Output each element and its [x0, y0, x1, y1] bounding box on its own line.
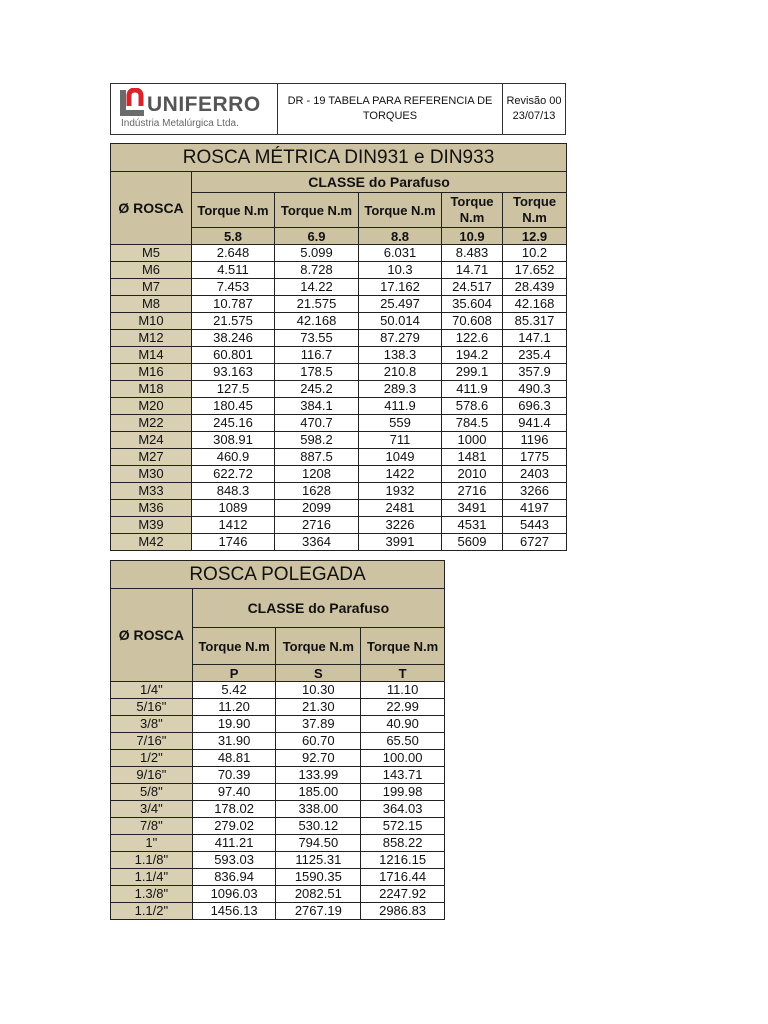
- torque-value-cell: 1456.13: [192, 903, 276, 920]
- torque-value-cell: 2481: [359, 500, 442, 517]
- metric-class-value: 8.8: [359, 228, 442, 245]
- torque-value-cell: 5.42: [192, 682, 276, 699]
- torque-value-cell: 784.5: [442, 415, 503, 432]
- torque-value-cell: 116.7: [275, 347, 359, 364]
- torque-value-cell: 40.90: [361, 716, 445, 733]
- torque-value-cell: 490.3: [503, 381, 567, 398]
- thread-size-cell: 3/4": [111, 801, 193, 818]
- torque-value-cell: 6.031: [359, 245, 442, 262]
- inch-table-body: [111, 682, 445, 920]
- torque-value-cell: 10.3: [359, 262, 442, 279]
- thread-size-cell: M6: [111, 262, 192, 279]
- torque-value-cell: 598.2: [275, 432, 359, 449]
- torque-value-cell: 941.4: [503, 415, 567, 432]
- torque-value-cell: 1196: [503, 432, 567, 449]
- thread-size-cell: M33: [111, 483, 192, 500]
- metric-rosca-header: Ø ROSCA: [111, 172, 192, 245]
- company-logo: [111, 84, 278, 134]
- inch-table-title: ROSCA POLEGADA: [111, 561, 445, 589]
- thread-size-cell: M27: [111, 449, 192, 466]
- torque-value-cell: 178.02: [192, 801, 276, 818]
- metric-class-value: 5.8: [192, 228, 275, 245]
- torque-value-cell: 60.801: [192, 347, 275, 364]
- metric-torque-label: Torque N.m: [442, 193, 503, 228]
- torque-value-cell: 5443: [503, 517, 567, 534]
- torque-value-cell: 60.70: [276, 733, 361, 750]
- thread-size-cell: M24: [111, 432, 192, 449]
- inch-class-header: CLASSE do Parafuso: [192, 589, 444, 628]
- thread-size-cell: M5: [111, 245, 192, 262]
- torque-value-cell: 2.648: [192, 245, 275, 262]
- torque-value-cell: 470.7: [275, 415, 359, 432]
- torque-value-cell: 28.439: [503, 279, 567, 296]
- torque-value-cell: 10.30: [276, 682, 361, 699]
- thread-size-cell: 3/8": [111, 716, 193, 733]
- table-row: [111, 716, 445, 733]
- table-row: [111, 432, 567, 449]
- torque-value-cell: 279.02: [192, 818, 276, 835]
- torque-value-cell: 1422: [359, 466, 442, 483]
- torque-value-cell: 711: [359, 432, 442, 449]
- torque-value-cell: 4197: [503, 500, 567, 517]
- thread-size-cell: 1/2": [111, 750, 193, 767]
- inch-rosca-header: Ø ROSCA: [111, 589, 193, 682]
- metric-torque-label: Torque N.m: [359, 193, 442, 228]
- table-row: [111, 835, 445, 852]
- thread-size-cell: M10: [111, 313, 192, 330]
- torque-value-cell: 1125.31: [276, 852, 361, 869]
- logo-name: UNIFERRO: [147, 93, 261, 116]
- torque-value-cell: 21.30: [276, 699, 361, 716]
- torque-value-cell: 85.317: [503, 313, 567, 330]
- table-row: [111, 869, 445, 886]
- torque-value-cell: 127.5: [192, 381, 275, 398]
- thread-size-cell: M8: [111, 296, 192, 313]
- torque-value-cell: 42.168: [503, 296, 567, 313]
- torque-value-cell: 1089: [192, 500, 275, 517]
- torque-value-cell: 235.4: [503, 347, 567, 364]
- thread-size-cell: M22: [111, 415, 192, 432]
- torque-value-cell: 185.00: [276, 784, 361, 801]
- metric-torque-label: Torque N.m: [503, 193, 567, 228]
- torque-value-cell: 21.575: [275, 296, 359, 313]
- torque-value-cell: 858.22: [361, 835, 445, 852]
- table-row: [111, 398, 567, 415]
- thread-size-cell: 1.1/2": [111, 903, 193, 920]
- torque-value-cell: 133.99: [276, 767, 361, 784]
- metric-class-value: 12.9: [503, 228, 567, 245]
- inch-class-value: S: [276, 665, 361, 682]
- torque-value-cell: 1216.15: [361, 852, 445, 869]
- table-row: [111, 818, 445, 835]
- torque-value-cell: 411.21: [192, 835, 276, 852]
- torque-value-cell: 1481: [442, 449, 503, 466]
- thread-size-cell: M16: [111, 364, 192, 381]
- thread-size-cell: 5/16": [111, 699, 193, 716]
- metric-table-title: ROSCA MÉTRICA DIN931 e DIN933: [111, 144, 567, 172]
- torque-value-cell: 97.40: [192, 784, 276, 801]
- torque-value-cell: 1412: [192, 517, 275, 534]
- torque-value-cell: 2716: [275, 517, 359, 534]
- revision-block: [503, 84, 565, 134]
- logo-subtitle: Indústria Metalúrgica Ltda.: [121, 118, 239, 129]
- table-row: [111, 784, 445, 801]
- torque-value-cell: 1049: [359, 449, 442, 466]
- torque-value-cell: 289.3: [359, 381, 442, 398]
- thread-size-cell: M39: [111, 517, 192, 534]
- torque-value-cell: 92.70: [276, 750, 361, 767]
- torque-value-cell: 14.71: [442, 262, 503, 279]
- document-title: DR - 19 TABELA PARA REFERENCIA DE TORQUES: [278, 84, 503, 134]
- torque-value-cell: 199.98: [361, 784, 445, 801]
- torque-value-cell: 696.3: [503, 398, 567, 415]
- thread-size-cell: 1": [111, 835, 193, 852]
- torque-value-cell: 38.246: [192, 330, 275, 347]
- torque-value-cell: 2082.51: [276, 886, 361, 903]
- torque-value-cell: 338.00: [276, 801, 361, 818]
- torque-value-cell: 70.608: [442, 313, 503, 330]
- torque-value-cell: 5.099: [275, 245, 359, 262]
- torque-value-cell: 578.6: [442, 398, 503, 415]
- torque-value-cell: 180.45: [192, 398, 275, 415]
- metric-torque-table: [110, 143, 567, 551]
- revision-date: 23/07/13: [512, 110, 556, 122]
- table-row: [111, 852, 445, 869]
- torque-value-cell: 8.728: [275, 262, 359, 279]
- torque-value-cell: 593.03: [192, 852, 276, 869]
- table-row: [111, 279, 567, 296]
- thread-size-cell: 1.1/8": [111, 852, 193, 869]
- torque-value-cell: 1000: [442, 432, 503, 449]
- torque-value-cell: 1208: [275, 466, 359, 483]
- torque-value-cell: 1775: [503, 449, 567, 466]
- torque-value-cell: 848.3: [192, 483, 275, 500]
- table-row: [111, 466, 567, 483]
- torque-value-cell: 42.168: [275, 313, 359, 330]
- torque-value-cell: 2767.19: [276, 903, 361, 920]
- torque-value-cell: 1716.44: [361, 869, 445, 886]
- table-row: [111, 296, 567, 313]
- metric-class-value: 6.9: [275, 228, 359, 245]
- thread-size-cell: 1/4": [111, 682, 193, 699]
- torque-value-cell: 100.00: [361, 750, 445, 767]
- torque-value-cell: 37.89: [276, 716, 361, 733]
- torque-value-cell: 10.787: [192, 296, 275, 313]
- torque-value-cell: 14.22: [275, 279, 359, 296]
- table-row: [111, 682, 445, 699]
- table-row: [111, 449, 567, 466]
- torque-value-cell: 35.604: [442, 296, 503, 313]
- torque-value-cell: 460.9: [192, 449, 275, 466]
- inch-class-value: T: [361, 665, 445, 682]
- torque-value-cell: 24.517: [442, 279, 503, 296]
- thread-size-cell: M18: [111, 381, 192, 398]
- thread-size-cell: 9/16": [111, 767, 193, 784]
- torque-value-cell: 122.6: [442, 330, 503, 347]
- torque-value-cell: 143.71: [361, 767, 445, 784]
- torque-value-cell: 299.1: [442, 364, 503, 381]
- torque-value-cell: 572.15: [361, 818, 445, 835]
- torque-value-cell: 411.9: [442, 381, 503, 398]
- torque-value-cell: 3364: [275, 534, 359, 551]
- document-header: [110, 83, 566, 135]
- torque-value-cell: 22.99: [361, 699, 445, 716]
- inch-class-value: P: [192, 665, 276, 682]
- table-row: [111, 699, 445, 716]
- torque-value-cell: 17.652: [503, 262, 567, 279]
- torque-value-cell: 2099: [275, 500, 359, 517]
- torque-value-cell: 31.90: [192, 733, 276, 750]
- thread-size-cell: M30: [111, 466, 192, 483]
- torque-value-cell: 2716: [442, 483, 503, 500]
- torque-value-cell: 3226: [359, 517, 442, 534]
- table-row: [111, 767, 445, 784]
- revision-label: Revisão 00: [506, 95, 562, 107]
- thread-size-cell: 7/16": [111, 733, 193, 750]
- torque-value-cell: 11.10: [361, 682, 445, 699]
- table-row: [111, 381, 567, 398]
- thread-size-cell: M36: [111, 500, 192, 517]
- torque-value-cell: 1628: [275, 483, 359, 500]
- torque-value-cell: 5609: [442, 534, 503, 551]
- thread-size-cell: 7/8": [111, 818, 193, 835]
- torque-value-cell: 794.50: [276, 835, 361, 852]
- table-row: [111, 415, 567, 432]
- inch-torque-table: [110, 560, 445, 920]
- torque-value-cell: 73.55: [275, 330, 359, 347]
- torque-value-cell: 308.91: [192, 432, 275, 449]
- torque-value-cell: 836.94: [192, 869, 276, 886]
- metric-class-value: 10.9: [442, 228, 503, 245]
- inch-torque-label: Torque N.m: [192, 628, 276, 665]
- thread-size-cell: M7: [111, 279, 192, 296]
- torque-value-cell: 87.279: [359, 330, 442, 347]
- table-row: [111, 534, 567, 551]
- table-row: [111, 330, 567, 347]
- torque-value-cell: 2986.83: [361, 903, 445, 920]
- thread-size-cell: M14: [111, 347, 192, 364]
- torque-value-cell: 7.453: [192, 279, 275, 296]
- torque-value-cell: 25.497: [359, 296, 442, 313]
- table-row: [111, 313, 567, 330]
- torque-value-cell: 210.8: [359, 364, 442, 381]
- torque-value-cell: 6727: [503, 534, 567, 551]
- torque-value-cell: 384.1: [275, 398, 359, 415]
- torque-value-cell: 3991: [359, 534, 442, 551]
- torque-value-cell: 3266: [503, 483, 567, 500]
- torque-value-cell: 147.1: [503, 330, 567, 347]
- torque-value-cell: 4.511: [192, 262, 275, 279]
- thread-size-cell: M12: [111, 330, 192, 347]
- torque-value-cell: 2010: [442, 466, 503, 483]
- torque-value-cell: 194.2: [442, 347, 503, 364]
- torque-value-cell: 10.2: [503, 245, 567, 262]
- thread-size-cell: 1.3/8": [111, 886, 193, 903]
- table-row: [111, 262, 567, 279]
- inch-torque-label: Torque N.m: [361, 628, 445, 665]
- metric-torque-label: Torque N.m: [275, 193, 359, 228]
- table-row: [111, 245, 567, 262]
- torque-value-cell: 622.72: [192, 466, 275, 483]
- torque-value-cell: 559: [359, 415, 442, 432]
- torque-value-cell: 364.03: [361, 801, 445, 818]
- table-row: [111, 903, 445, 920]
- thread-size-cell: M42: [111, 534, 192, 551]
- torque-value-cell: 245.16: [192, 415, 275, 432]
- thread-size-cell: 5/8": [111, 784, 193, 801]
- metric-class-header: CLASSE do Parafuso: [192, 172, 567, 193]
- torque-value-cell: 887.5: [275, 449, 359, 466]
- torque-value-cell: 2247.92: [361, 886, 445, 903]
- table-row: [111, 347, 567, 364]
- table-row: [111, 364, 567, 381]
- table-row: [111, 801, 445, 818]
- torque-value-cell: 3491: [442, 500, 503, 517]
- torque-value-cell: 245.2: [275, 381, 359, 398]
- table-row: [111, 517, 567, 534]
- torque-value-cell: 138.3: [359, 347, 442, 364]
- torque-value-cell: 1096.03: [192, 886, 276, 903]
- table-row: [111, 733, 445, 750]
- torque-value-cell: 50.014: [359, 313, 442, 330]
- table-row: [111, 483, 567, 500]
- torque-value-cell: 93.163: [192, 364, 275, 381]
- torque-value-cell: 17.162: [359, 279, 442, 296]
- torque-value-cell: 8.483: [442, 245, 503, 262]
- torque-value-cell: 21.575: [192, 313, 275, 330]
- torque-value-cell: 2403: [503, 466, 567, 483]
- thread-size-cell: 1.1/4": [111, 869, 193, 886]
- uniferro-logo-icon: [119, 88, 147, 118]
- torque-value-cell: 65.50: [361, 733, 445, 750]
- torque-value-cell: 178.5: [275, 364, 359, 381]
- torque-value-cell: 357.9: [503, 364, 567, 381]
- torque-value-cell: 70.39: [192, 767, 276, 784]
- inch-torque-label: Torque N.m: [276, 628, 361, 665]
- torque-value-cell: 1932: [359, 483, 442, 500]
- torque-value-cell: 1590.35: [276, 869, 361, 886]
- metric-table-body: [111, 245, 567, 551]
- torque-value-cell: 11.20: [192, 699, 276, 716]
- table-row: [111, 750, 445, 767]
- metric-torque-label: Torque N.m: [192, 193, 275, 228]
- table-row: [111, 886, 445, 903]
- torque-value-cell: 48.81: [192, 750, 276, 767]
- torque-value-cell: 1746: [192, 534, 275, 551]
- torque-value-cell: 19.90: [192, 716, 276, 733]
- torque-value-cell: 411.9: [359, 398, 442, 415]
- table-row: [111, 500, 567, 517]
- thread-size-cell: M20: [111, 398, 192, 415]
- torque-value-cell: 4531: [442, 517, 503, 534]
- torque-value-cell: 530.12: [276, 818, 361, 835]
